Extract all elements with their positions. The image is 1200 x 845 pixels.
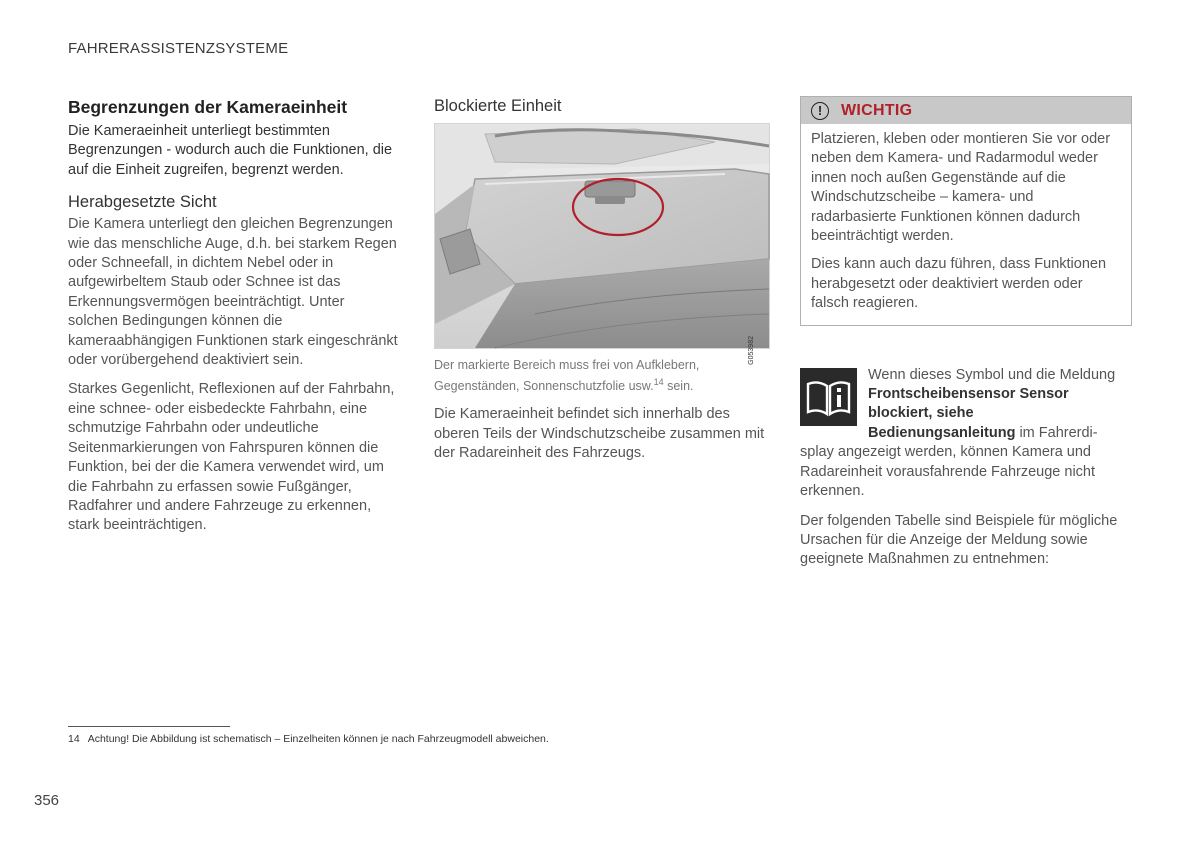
footnote-divider — [68, 726, 230, 727]
windshield-illustration — [434, 123, 770, 365]
windshield-svg — [435, 124, 769, 348]
table-intro-paragraph: Der folgenden Tabelle sind Beispiele für mögliche Ursachen für die Anzeige der Meldung sowie geeignete Maßnahmen zu entnehmen: — [800, 512, 1118, 568]
intro-paragraph: Die Kameraeinheit unterliegt bestimmten Begrenzungen - wodurch auch die Funktionen, die auf die Einheit zugreifen, begrenzt werden. — [68, 123, 393, 178]
camera-location-paragraph: Die Kameraeinheit befindet sich innerhalb des oberen Teils der Windschutzscheibe zusammen mit der Radareinheit des Fahrzeugs. — [434, 406, 765, 461]
section-header: FAHRERASSISTENZSYSTEME — [68, 40, 289, 57]
warning-body — [801, 124, 1131, 325]
figure-caption: Der markierte Bereich muss frei von Aufklebern, Gegenständen, Sonnenschutzfolie usw.$^{14}$ sein. — [434, 358, 700, 394]
reduced-visibility-paragraph: Die Kamera unterliegt den gleichen Begrenzungen wie das menschliche Auge, d.h. bei starkem Regen oder Schneefall, in dichtem Nebel oder in aufgewirbeltem Staub oder Schnee ist das Erkennungsvermögen beeinträchtigt. Unter solchen Bedingungen können die kameraabhängigen Funktionen stark eingeschränkt oder vorübergehend deaktiviert sein. — [68, 216, 398, 369]
column-warning — [800, 96, 1132, 580]
warning-box — [800, 96, 1132, 326]
column-blocked-unit — [434, 96, 770, 473]
manual-symbol-note — [800, 366, 1132, 502]
footnote-ref: 14 — [653, 377, 664, 387]
manual-symbol-text: Wenn dieses Symbol und die Meldung Frontscheibensensor Sensor blockiert, siehe Bedienungsanleitung im Fahrerdi- splay angezeigt werden, können Kamera und Radareinheit vorausfahrende Fahrzeuge nicht erkennen. — [800, 366, 1116, 500]
warning-header — [801, 97, 1131, 124]
warning-paragraph-2: Dies kann auch dazu führen, dass Funktionen herabgesetzt oder deaktiviert werden oder falsch reagieren. — [811, 256, 1107, 312]
warning-paragraph-1: Platzieren, kleben oder montieren Sie vor oder neben dem Kamera- und Radarmodul weder innen noch außen Gegenstände auf die Windschutzscheibe – kamera- und radarbasierte Funktionen können dadurch beeinträchtigt werden. — [811, 131, 1111, 245]
column-limitations — [68, 96, 398, 546]
heading-camera-limitations: Begrenzungen der Kameraeinheit — [68, 97, 348, 117]
exclamation-icon: ! — [811, 102, 829, 120]
subheading-reduced-visibility: Herabgesetzte Sicht — [68, 193, 217, 212]
heading-blocked-unit: Blockierte Einheit — [434, 97, 562, 115]
footnote — [68, 733, 549, 745]
warning-title: WICHTIG — [841, 101, 913, 119]
figure-code: G053982 — [748, 336, 755, 365]
footnote-number: 14 — [68, 733, 80, 745]
page-number: 356 — [34, 792, 60, 809]
footnote-text: Achtung! Die Abbildung ist schematisch – Einzelheiten können je nach Fahrzeugmodell abweichen. — [87, 733, 549, 745]
manual-book-icon — [800, 368, 857, 426]
glare-paragraph: Starkes Gegenlicht, Reflexionen auf der Fahrbahn, eine schnee- oder eisbedeckte Fahrbahn, eine schmutzige Fahrbahn oder undeutliche Seitenmarkierungen von Fahrspuren können die Funktion, bei der die Kamera verwendet wird, um die Fahrbahn zu erfassen sowie Fußgänger, Radfahrer und andere Fahrzeuge zu erkennen, stark beeinträchtigen. — [68, 381, 395, 534]
